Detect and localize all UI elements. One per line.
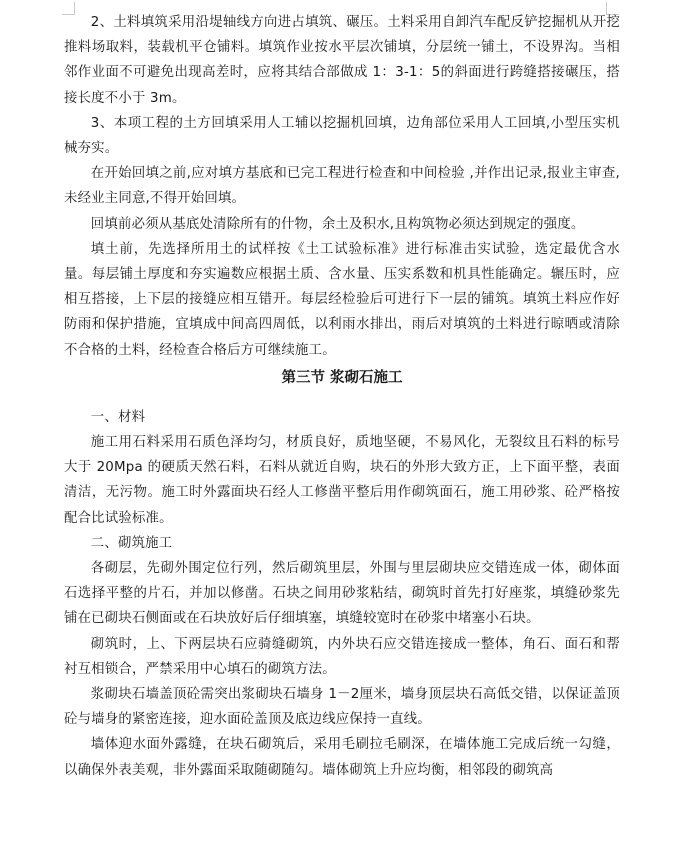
subsection-heading-materials: 一、材料 xyxy=(90,409,146,425)
paragraph: 在开始回填之前,应对填方基底和已完工程进行检查和中间检验 ,并作出记录,报业主审查,未经业主同意,不得开始回填。 xyxy=(64,166,620,207)
document-body xyxy=(64,10,620,783)
subsection-heading-masonry: 二、砌筑施工 xyxy=(90,535,173,551)
paragraph: 3、本项工程的土方回填采用人工辅以挖掘机回填，边角部位采用人工回填,小型压实机械夯实。 xyxy=(64,115,620,157)
spacer xyxy=(64,393,620,405)
paragraph: 2、土料填筑采用沿堤轴线方向进占填筑、碾压。土料采用自卸汽车配反铲挖掘机从开挖推料场取料，装载机平仓铺料。填筑作业按水平层次铺填，分层统一铺土，不设界沟。当相邻作业面不可避免出现高差时，应将其结合部做成 1：3-1：5的斜面进行跨缝搭接碾压，搭接长度不小于 3m。 xyxy=(64,15,620,106)
paragraph: 浆砌块石墙盖顶砼需突出浆砌块石墙身 1－2厘米，墙身顶层块石高低交错，以保证盖顶砼与墙身的紧密连接，迎水面砼盖顶及底边线应保持一直线。 xyxy=(64,687,620,728)
paragraph: 施工用石料采用石质色泽均匀，材质良好，质地坚硬，不易风化，无裂纹且石料的标号大于 20Mpa 的硬质天然石料，石料从就近自购，块石的外形大致方正，上下面平整，表面清洁，无污物。施工时外露面块石经人工修凿平整后用作砌筑面石，施工用砂浆、砼严格按配合比试验标准。 xyxy=(64,435,620,526)
paragraph: 各砌层，先砌外围定位行列，然后砌筑里层，外围与里层砌块应交错连成一体，砌体面石选择平整的片石，并加以修凿。石块之间用砂浆粘结，砌筑时首先打好座浆，填缝砂浆先铺在已砌块石侧面或在石块放好后仔细填塞，填缝较宽时在砂浆中堵塞小石块。 xyxy=(64,561,620,627)
section-title: 第三节 浆砌石施工 xyxy=(281,369,403,386)
paragraph: 回填前必须从基底处清除所有的什物，余土及积水,且构筑物必须达到规定的强度。 xyxy=(90,216,585,232)
paragraph: 砌筑时，上、下两层块石应骑缝砌筑，内外块石应交错连接成一整体，角石、面石和帮衬互相锁合，严禁采用中心填石的砌筑方法。 xyxy=(64,636,620,677)
paragraph: 墙体迎水面外露缝，在块石砌筑后，采用毛刷拉毛刷深，在墙体施工完成后统一勾缝，以确保外表美观，非外露面采取随砌随勾。墙体砌筑上升应均衡，相邻段的砌筑高 xyxy=(64,737,620,778)
paragraph: 填土前，先选择所用土的试样按《土工试验标准》进行标准击实试验，选定最优含水量。每层铺土厚度和夯实遍数应根据土质、含水量、压实系数和机具性能确定。辗压时，应相互搭接，上下层的接缝应相互错开。每层经检验后可进行下一层的铺筑。填筑土料应作好防雨和保护措施，宜填成中间高四周低，以利雨水排出，雨后对填筑的土料进行晾晒或清除不合格的土料，经检查合格后方可继续施工。 xyxy=(64,241,620,358)
